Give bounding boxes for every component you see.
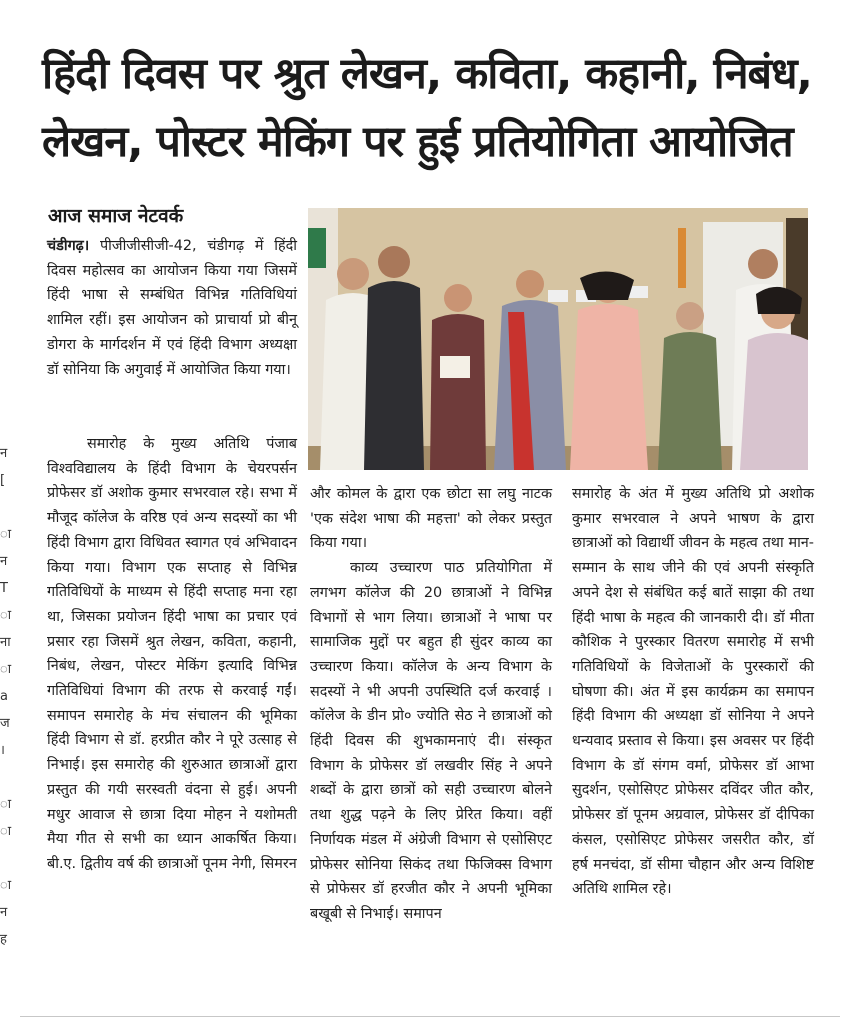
body-paragraph-3: काव्य उच्चारण पाठ प्रतियोगिता में लगभग कॉलेज की 20 छात्राओं ने विभिन्न विभागों से भाग लिया। छात्राओं ने भाषा पर सामाजिक मुद्दों पर बहुत ही सुंदर काव्य का उच्चारण किया। कॉलेज के अन्य विभाग के सदस्यों ने भी अपनी उपस्थिति दर्ज करवाई । कॉलेज के डीन प्रो० ज्योति सेठ ने छात्राओं को हिंदी दिवस की शुभकामनाएं दी। संस्कृत विभाग के प्रोफेसर डॉ लखवीर सिंह ने अपने शब्दों के द्वारा छात्रों को सही उच्चारण बोलने तथा शुद्ध पढ़ने के लिए प्रेरित किया। वहीं निर्णायक मंडल में अंग्रेजी विभाग से एसोसिएट प्रोफेसर सोनिया सिकंद तथा फिजिक्स विभाग से प्रोफेसर डॉ हरजीत कौर ने अपनी भूमिका बखूबी से निभाई। समापन <box>310 560 552 922</box>
intro-paragraph <box>47 234 297 382</box>
byline: आज समाज नेटवर्क <box>48 205 184 227</box>
bottom-rule <box>20 1016 840 1017</box>
column-2 <box>310 482 552 927</box>
edge-fragment <box>0 845 22 872</box>
column-1-body <box>47 432 297 877</box>
intro-text: पीजीजीसीजी-42, चंडीगढ़ में हिंदी दिवस महोत्सव का आयोजन किया गया जिसमें हिंदी भाषा से सम्बंधित विभिन्न गतिविधियां शामिल रहीं। इस आयोजन को प्राचार्या प्रो बीनू डोगरा के मार्गदर्शन में एवं हिंदी विभाग अध्यक्षा डॉ सोनिया कि अगुवाई में आयोजित किया गया। <box>47 238 297 378</box>
edge-fragment <box>0 764 22 791</box>
edge-fragment: ा <box>0 797 12 812</box>
headline <box>42 40 832 176</box>
body-paragraph-1: समारोह के मुख्य अतिथि पंजाब विश्वविद्यालय के हिंदी विभाग के चेयरपर्सन प्रोफेसर डॉ अशोक कुमार सभरवाल रहे। सभा में मौजूद कॉलेज के वरिष्ठ एवं अन्य सदस्यों का भी हिंदी विभाग द्वारा विधिवत स्वागत एवं अभिवादन किया गया। विभाग एक सप्ताह से विभिन्न गतिविधियों के माध्यम से हिंदी सप्ताह मना रहा था, जिसका प्रयोजन हिंदी भाषा का प्रचार एवं प्रसार रहा जिसमें श्रुत लेखन, कविता, कहानी, निबंध, लेखन, पोस्टर मेकिंग इत्यादि विभिन्न गतिविधियां विभाग की तरफ से करवाई गईं। समापन समारोह के मंच संचालन की भूमिका हिंदी विभाग से डॉ. हरप्रीत कौर ने पूरे उत्साह से निभाई। इस समारोह की शुरुआत छात्राओं द्वारा प्रस्तुत की गयी सरस्वती वंदना से हुई। अपनी मधुर आवाज से छात्रा दिया मोहन ने यशोमती मैया गीत से सभी का ध्यान आकर्षित किया। बी.ए. द्वितीय वर्ष की छात्राओं पूनम नेगी, सिमरन <box>47 436 297 872</box>
headline-line-1: हिंदी दिवस पर श्रुत लेखन, कविता, कहानी, निबंध, <box>42 49 812 99</box>
edge-fragment: T <box>0 581 8 596</box>
edge-fragment: न <box>0 446 8 461</box>
column-3 <box>572 482 814 902</box>
edge-fragment: । <box>0 743 5 758</box>
event-photo <box>308 208 808 470</box>
edge-fragment: ा <box>0 527 12 542</box>
edge-fragment: ह <box>0 932 7 947</box>
edge-fragment: ा <box>0 824 12 839</box>
edge-fragment: ज <box>0 716 10 731</box>
adjacent-column-fragments <box>0 440 22 953</box>
event-photo-illustration <box>308 208 808 470</box>
edge-fragment: ा <box>0 662 12 677</box>
edge-fragment <box>0 494 22 521</box>
edge-fragment: a <box>0 689 8 704</box>
edge-fragment: न <box>0 554 8 569</box>
dateline: चंडीगढ़। <box>47 238 90 254</box>
edge-fragment: ा <box>0 608 12 623</box>
edge-fragment: ना <box>0 635 11 650</box>
column-1-intro <box>47 234 297 382</box>
headline-line-2: लेखन, पोस्टर मेकिंग पर हुई प्रतियोगिता आयोजित <box>42 117 793 167</box>
edge-fragment: न <box>0 905 8 920</box>
body-paragraph-4: समारोह के अंत में मुख्य अतिथि प्रो अशोक कुमार सभरवाल ने अपने भाषण के द्वारा छात्राओं को विद्यार्थी जीवन के महत्व तथा मान-सम्मान के साथ जीने की एवं अपनी संस्कृति अपने देश से संबंधित कई बातें साझा की तथा हिंदी भाषा के महत्व की जानकारी दी। डॉ मीता कौशिक ने पुरस्कार वितरण समारोह में सभी गतिविधियों के विजेताओं के पुरस्कारों की घोषणा की। अंत में इस कार्यक्रम का समापन हिंदी विभाग की अध्यक्षा डॉ सोनिया ने अपने धन्यवाद प्रस्ताव से किया। इस अवसर पर हिंदी विभाग के डॉ संगम वर्मा, प्रोफेसर डॉ आभा सुदर्शन, एसोसिएट प्रोफेसर दविंदर जीत कौर, प्रोफेसर डॉ पूनम अग्रवाल, प्रोफेसर डॉ दीपिका कंसल, एसोसिएट प्रोफेसर जसरीत कौर, डॉ हर्ष मनचंदा, डॉ सीमा चौहान और अन्य विशिष्ट अतिथि शामिल रहे। <box>572 486 814 898</box>
body-paragraph-2: और कोमल के द्वारा एक छोटा सा लघु नाटक 'एक संदेश भाषा की महत्ता' को लेकर प्रस्तुत किया गया। <box>310 486 552 552</box>
edge-fragment: ा <box>0 878 12 893</box>
edge-fragment: [ <box>0 473 6 488</box>
